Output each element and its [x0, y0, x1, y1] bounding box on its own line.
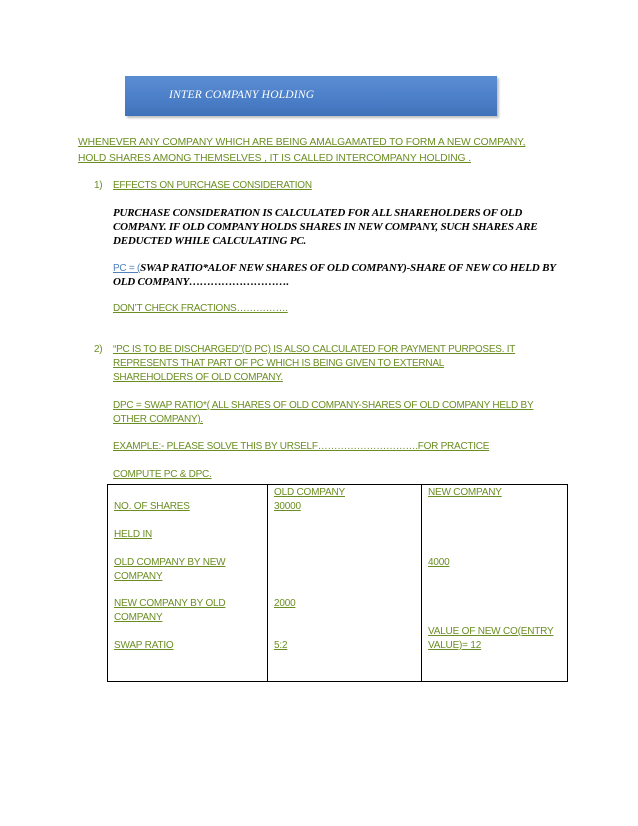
new-by-old-value: 2000 — [274, 598, 296, 609]
banner-title: INTER COMPANY HOLDING — [169, 89, 315, 101]
section1-number: 1) — [94, 180, 103, 191]
intro-line-1: WHENEVER ANY COMPANY WHICH ARE BEING AMALGAMATED TO FORM A NEW COMPANY, — [78, 137, 526, 148]
section2-para-line-3: SHAREHOLDERS OF OLD COMPANY. — [113, 372, 283, 383]
dpc-formula-line-2: OTHER COMPANY). — [113, 414, 203, 425]
compute-line: COMPUTE PC & DPC. — [113, 469, 212, 480]
section1-para-line-2: COMPANY. IF OLD COMPANY HOLDS SHARES IN NEW COMPANY, SUCH SHARES ARE — [113, 221, 538, 233]
title-banner — [125, 76, 497, 116]
new-by-old-label-1: NEW COMPANY BY OLD — [114, 598, 226, 609]
swap-ratio-value: 5:2 — [274, 640, 288, 651]
table-row — [108, 485, 568, 682]
section1-heading: EFFECTS ON PURCHASE CONSIDERATION — [113, 180, 312, 191]
fractions-note: DON’T CHECK FRACTIONS……………. — [113, 303, 288, 314]
table-col-new-company — [422, 485, 568, 682]
no-of-shares-label: NO. OF SHARES — [114, 501, 190, 512]
new-company-header: NEW COMPANY — [428, 487, 502, 498]
old-by-new-label-2: COMPANY — [114, 571, 163, 582]
old-by-new-value: 4000 — [428, 557, 450, 568]
pc-formula-line-1 — [113, 262, 556, 274]
section1-para-line-3: DEDUCTED WHILE CALCULATING PC. — [113, 235, 307, 247]
entry-value-line-2: VALUE)= 12 — [428, 640, 482, 651]
dpc-formula-line-1: DPC = SWAP RATIO*( ALL SHARES OF OLD COMPANY-SHARES OF OLD COMPANY HELD BY — [113, 400, 534, 411]
table-col-labels — [108, 485, 268, 682]
old-by-new-label-1: OLD COMPANY BY NEW — [114, 557, 226, 568]
section2-number: 2) — [94, 344, 103, 355]
pc-formula-line-2: OLD COMPANY………………………. — [113, 276, 289, 288]
section2-para-line-2: REPRESENTS THAT PART OF PC WHICH IS BEING GIVEN TO EXTERNAL — [113, 358, 445, 369]
section1-para-line-1: PURCHASE CONSIDERATION IS CALCULATED FOR ALL SHAREHOLDERS OF OLD — [113, 207, 523, 219]
held-in-label: HELD IN — [114, 529, 153, 540]
shares-table — [107, 484, 568, 682]
section2-para-line-1: “PC IS TO BE DISCHARGED”(D PC) IS ALSO CALCULATED FOR PAYMENT PURPOSES. IT — [113, 344, 516, 355]
example-line: EXAMPLE:- PLEASE SOLVE THIS BY URSELF………………………….FOR PRACTICE — [113, 441, 490, 452]
old-company-header: OLD COMPANY — [274, 487, 345, 498]
pc-formula-prefix: PC = ( — [113, 263, 141, 274]
new-by-old-label-2: COMPANY — [114, 612, 163, 623]
intro-line-2: HOLD SHARES AMONG THEMSELVES , IT IS CALLED INTERCOMPANY HOLDING . — [78, 153, 471, 164]
entry-value-line-1: VALUE OF NEW CO(ENTRY — [428, 626, 554, 637]
table-col-old-company — [268, 485, 422, 682]
pc-formula-body: SWAP RATIO*ALOF NEW SHARES OF OLD COMPANY)-SHARE OF NEW CO HELD BY — [140, 262, 556, 274]
old-company-shares: 30000 — [274, 501, 301, 512]
swap-ratio-label: SWAP RATIO — [114, 640, 174, 651]
